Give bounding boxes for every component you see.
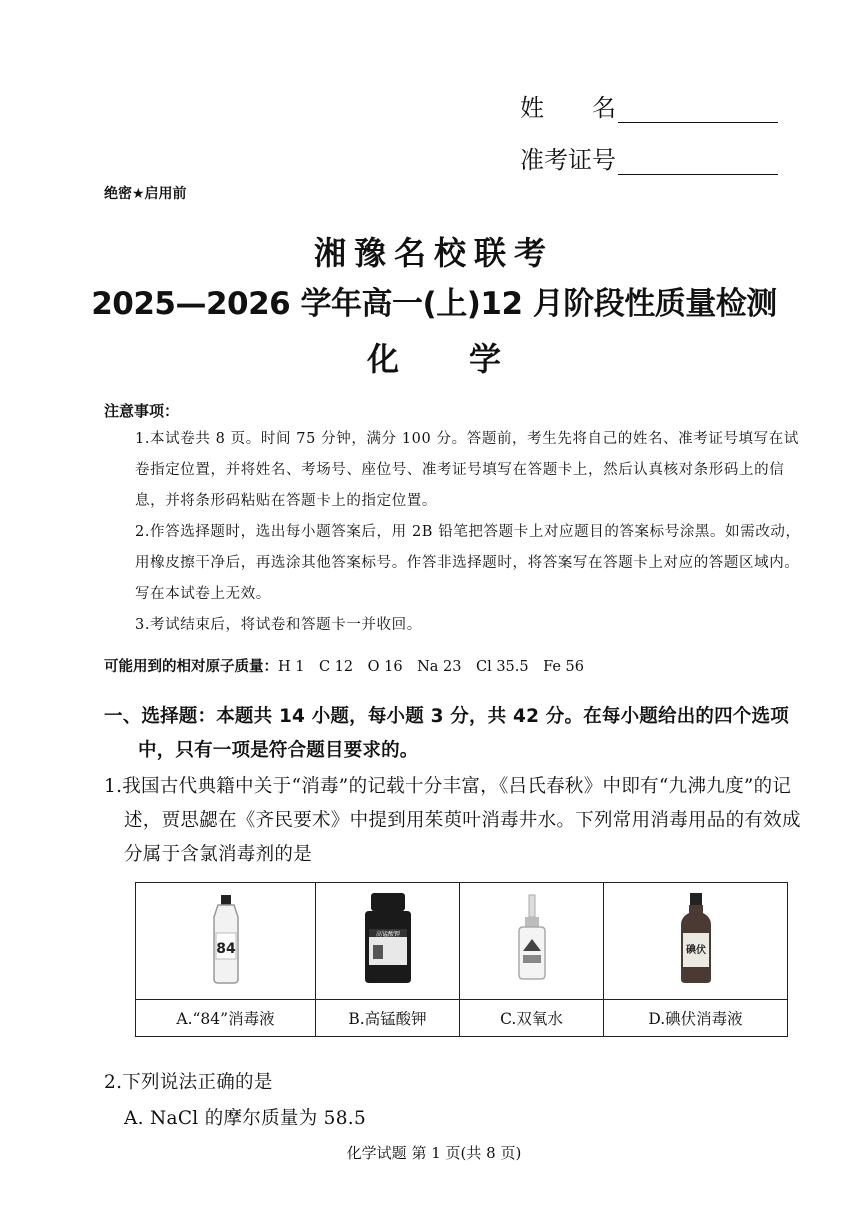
name-label: 姓 名 — [520, 94, 616, 122]
note-item-2: 2.作答选择题时，选出每小题答案后，用 2B 铅笔把答题卡上对应题目的答案标号涂黑。如需改动，用橡皮擦干净后，再选涂其他答案标号。作答非选择题时，将答案写在答题卡上对应的答题区域内。写在本试卷上无效。 — [135, 524, 801, 602]
option-d-image-text: 碘伏 — [685, 945, 706, 956]
option-a-image-text: 84 — [215, 941, 236, 957]
option-b-image-cell — [316, 883, 460, 1000]
name-field[interactable] — [520, 88, 778, 123]
section-1-heading-text: 一、选择题：本题共 14 小题，每小题 3 分，共 42 分。在每小题给出的四个选项中，只有一项是符合题目要求的。 — [104, 706, 789, 761]
reagent-jar-icon — [353, 889, 423, 989]
question-1 — [104, 770, 804, 872]
option-a-image-cell — [136, 883, 316, 1000]
option-b-label: B.高锰酸钾 — [316, 1000, 460, 1037]
exam-id-blank[interactable] — [618, 150, 778, 175]
page-footer: 化学试题 第 1 页(共 8 页) — [346, 1144, 522, 1162]
exam-id-label: 准考证号 — [520, 146, 616, 174]
iodophor-bottle-icon — [671, 889, 721, 989]
question-2-text: 2.下列说法正确的是 — [104, 1072, 273, 1093]
question-1-options-table — [135, 882, 788, 1037]
option-d-label: D.碘伏消毒液 — [604, 1000, 788, 1037]
atomic-mass-values: H 1 C 12 O 16 Na 23 Cl 35.5 Fe 56 — [278, 659, 585, 675]
bleach-bottle-icon — [196, 891, 256, 987]
option-a-label: A.“84”消毒液 — [136, 1000, 316, 1037]
section-1-heading — [104, 700, 804, 768]
atomic-mass-line — [104, 655, 584, 676]
exam-title: 2025—2026 学年高一(上)12 月阶段性质量检测 — [91, 286, 777, 322]
note-item-3: 3.考试结束后，将试卷和答题卡一并收回。 — [135, 617, 422, 633]
spray-bottle-icon — [507, 891, 557, 987]
name-blank[interactable] — [618, 98, 778, 123]
atomic-mass-label: 可能用到的相对原子质量： — [104, 659, 278, 675]
exam-id-field[interactable] — [520, 140, 778, 175]
confidential-mark: 绝密★启用前 — [104, 186, 187, 202]
option-c-label: C.双氧水 — [460, 1000, 604, 1037]
question-2-option-a: A. NaCl 的摩尔质量为 58.5 — [124, 1108, 367, 1129]
subject-title: 化学 — [366, 340, 571, 378]
option-b-image-text: 高锰酸钾 — [375, 931, 400, 938]
question-1-text: 1.我国古代典籍中关于“消毒”的记载十分丰富，《吕氏春秋》中即有“九沸九度”的记述，贾思勰在《齐民要术》中提到用茱萸叶消毒井水。下列常用消毒用品的有效成分属于含氯消毒剂的是 — [104, 776, 801, 865]
option-d-image-cell — [604, 883, 788, 1000]
option-c-image-cell — [460, 883, 604, 1000]
notes-heading: 注意事项： — [104, 402, 180, 420]
note-item-1: 1.本试卷共 8 页。时间 75 分钟，满分 100 分。答题前，考生先将自己的姓名、准考证号填写在试卷指定位置，并将姓名、考场号、座位号、准考证号填写在答题卡上，然后认真核对条形码上的信息，并将条形码粘贴在答题卡上的指定位置。 — [135, 431, 799, 509]
exam-organizer: 湘豫名校联考 — [313, 234, 554, 272]
